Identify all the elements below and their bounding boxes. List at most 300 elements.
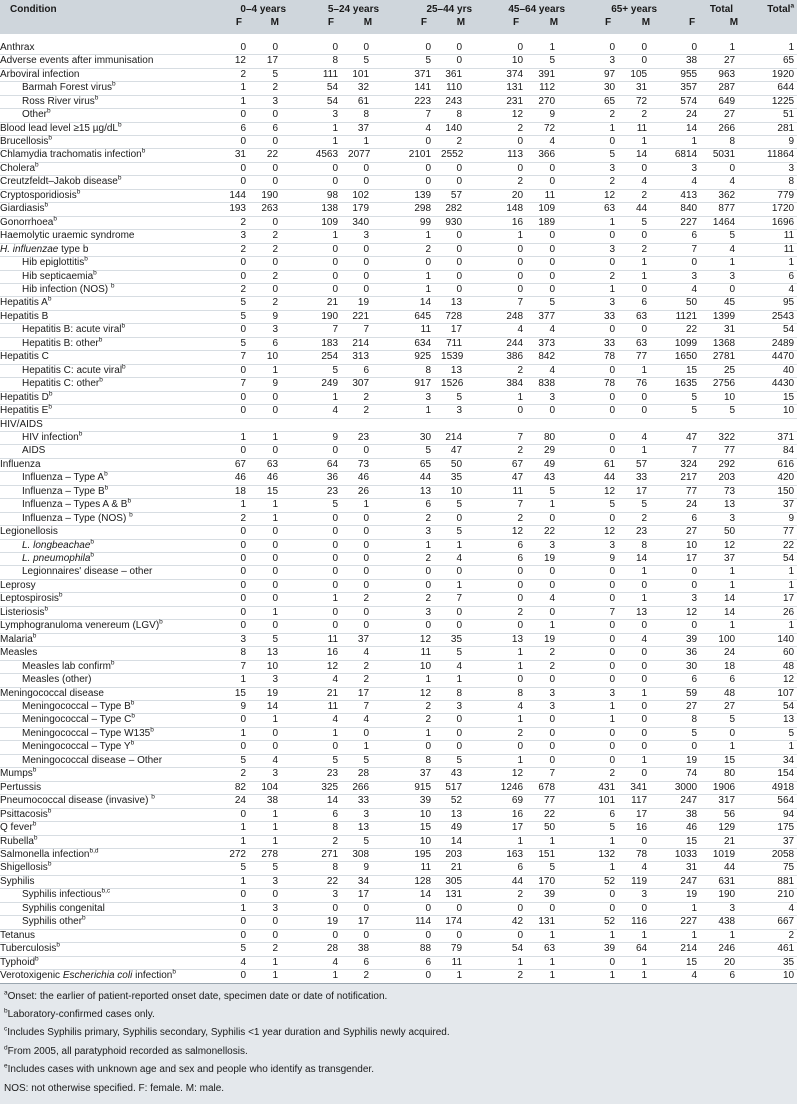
- female-count-cell: 2: [474, 970, 533, 983]
- condition-cell: [0, 68, 213, 81]
- female-count-cell: 1: [567, 970, 625, 983]
- header-female: F: [474, 16, 533, 33]
- male-count-cell: 0: [348, 620, 381, 633]
- condition-name: Hepatitis C: acute viral: [22, 364, 123, 376]
- condition-cell: [0, 122, 213, 135]
- female-count-cell: 9: [288, 431, 348, 444]
- male-count-cell: 17: [625, 808, 659, 821]
- male-count-cell: 7: [441, 593, 474, 606]
- female-count-cell: 0: [567, 431, 625, 444]
- male-count-cell: 2756: [709, 378, 747, 391]
- female-count-cell: 5: [567, 149, 625, 162]
- male-count-cell: 0: [533, 727, 567, 740]
- female-count-cell: 8: [381, 754, 441, 767]
- male-count-cell: 0: [348, 727, 381, 740]
- condition-cell: [0, 485, 213, 498]
- table-row: [0, 176, 797, 189]
- condition-cell: [0, 970, 213, 983]
- female-count-cell: 6: [381, 956, 441, 969]
- male-count-cell: 4: [625, 176, 659, 189]
- condition-cell: [0, 943, 213, 956]
- female-count-cell: 0: [381, 162, 441, 175]
- condition-name: Meningococcal disease – Other: [22, 754, 163, 766]
- male-count-cell: 9: [256, 310, 288, 323]
- male-count-cell: 13: [441, 364, 474, 377]
- table-row: [0, 970, 797, 983]
- condition-name: Hib septicaemia: [22, 270, 94, 282]
- female-count-cell: 0: [567, 257, 625, 270]
- footnote-text: Onset: the earlier of patient-reported onset date, specimen date or date of notification.: [7, 990, 388, 1002]
- female-count-cell: 2: [474, 889, 533, 902]
- female-count-cell: 15: [381, 822, 441, 835]
- total-cell: 1: [747, 257, 797, 270]
- female-count-cell: 16: [474, 808, 533, 821]
- footnote-text: NOS: not otherwise specified. F: female. M: male.: [4, 1082, 225, 1094]
- female-count-cell: 1: [567, 835, 625, 848]
- male-count-cell: 49: [441, 822, 474, 835]
- female-count-cell: 0: [381, 579, 441, 592]
- female-count-cell: 0: [567, 660, 625, 673]
- male-count-cell: 0: [256, 741, 288, 754]
- total-cell: 11: [747, 243, 797, 256]
- female-count-cell: 8: [474, 687, 533, 700]
- condition-cell: [0, 230, 213, 243]
- female-count-cell: 1635: [659, 378, 709, 391]
- female-count-cell: 30: [567, 82, 625, 95]
- female-count-cell: 0: [474, 579, 533, 592]
- condition-name: Chlamydia trachomatis infection: [0, 149, 142, 161]
- male-count-cell: 0: [441, 243, 474, 256]
- female-count-cell: 39: [567, 943, 625, 956]
- female-count-cell: 42: [474, 916, 533, 929]
- female-count-cell: 190: [288, 310, 348, 323]
- male-count-cell: 1: [625, 257, 659, 270]
- female-count-cell: 12: [381, 687, 441, 700]
- footnote-text: Includes cases with unknown age and sex and people who identify as transgender.: [7, 1064, 374, 1076]
- male-count-cell: 1906: [709, 781, 747, 794]
- male-count-cell: 5: [441, 647, 474, 660]
- female-count-cell: 6: [213, 122, 256, 135]
- male-count-cell: 0: [441, 929, 474, 942]
- male-count-cell: 1019: [709, 849, 747, 862]
- male-count-cell: 1: [533, 835, 567, 848]
- female-count-cell: 0: [213, 539, 256, 552]
- condition-cell: [0, 189, 213, 202]
- table-row: [0, 499, 797, 512]
- male-count-cell: 1: [441, 970, 474, 983]
- footnote-marker: d: [4, 1044, 8, 1052]
- male-count-cell: 0: [256, 916, 288, 929]
- male-count-cell: 14: [441, 835, 474, 848]
- female-count-cell: 374: [474, 68, 533, 81]
- male-count-cell: 2: [348, 970, 381, 983]
- male-count-cell: 5: [709, 230, 747, 243]
- male-count-cell: 0: [533, 606, 567, 619]
- male-count-cell: 63: [625, 310, 659, 323]
- female-count-cell: 0: [659, 566, 709, 579]
- condition-footnote-marker: b: [129, 511, 133, 519]
- female-count-cell: 0: [288, 579, 348, 592]
- table-row: [0, 822, 797, 835]
- male-count-cell: 2: [256, 243, 288, 256]
- female-count-cell: 1: [474, 835, 533, 848]
- female-count-cell: 1: [288, 970, 348, 983]
- condition-footnote-marker: b: [84, 255, 88, 263]
- table-row: [0, 593, 797, 606]
- male-count-cell: 64: [625, 943, 659, 956]
- female-count-cell: 0: [474, 620, 533, 633]
- female-count-cell: 74: [659, 768, 709, 781]
- condition-cell: [0, 95, 213, 108]
- total-cell: 461: [747, 943, 797, 956]
- female-count-cell: 15: [659, 956, 709, 969]
- condition-cell: [0, 674, 213, 687]
- male-count-cell: 2781: [709, 351, 747, 364]
- condition-footnote-marker: b: [110, 282, 115, 290]
- male-count-cell: 1: [709, 257, 747, 270]
- male-count-cell: 0: [256, 929, 288, 942]
- female-count-cell: 1: [213, 499, 256, 512]
- condition-cell: [0, 418, 213, 431]
- condition-footnote-marker: b: [32, 820, 37, 828]
- female-count-cell: 4: [474, 701, 533, 714]
- male-count-cell: 5: [256, 862, 288, 875]
- male-count-cell: 50: [441, 458, 474, 471]
- total-cell: 371: [747, 431, 797, 444]
- table-row: [0, 889, 797, 902]
- male-count-cell: 2: [441, 135, 474, 148]
- female-count-cell: 0: [288, 243, 348, 256]
- female-count-cell: 0: [288, 42, 348, 55]
- condition-name: Influenza: [0, 458, 41, 470]
- female-count-cell: 12: [213, 55, 256, 68]
- male-count-cell: 5: [533, 55, 567, 68]
- male-count-cell: 1: [348, 499, 381, 512]
- condition-footnote-marker: b: [172, 968, 176, 976]
- table-row: [0, 162, 797, 175]
- female-count-cell: 0: [213, 916, 256, 929]
- condition-footnote-marker: b: [56, 941, 60, 949]
- condition-footnote-marker: b,c: [101, 888, 111, 896]
- female-count-cell: 0: [567, 593, 625, 606]
- male-count-cell: 3: [256, 324, 288, 337]
- total-cell: 37: [747, 835, 797, 848]
- female-count-cell: 2: [213, 512, 256, 525]
- female-count-cell: 3: [567, 243, 625, 256]
- male-count-cell: 20: [709, 956, 747, 969]
- table-row: [0, 270, 797, 283]
- table-row: [0, 714, 797, 727]
- table-row: [0, 485, 797, 498]
- male-count-cell: 5: [441, 391, 474, 404]
- male-count-cell: 517: [441, 781, 474, 794]
- condition-cell: [0, 310, 213, 323]
- female-count-cell: 1: [213, 875, 256, 888]
- male-count-cell: 0: [348, 902, 381, 915]
- female-count-cell: 0: [213, 42, 256, 55]
- female-count-cell: 30: [381, 431, 441, 444]
- female-count-cell: 247: [659, 875, 709, 888]
- male-count-cell: 14: [625, 553, 659, 566]
- female-count-cell: 33: [567, 310, 625, 323]
- male-count-cell: 72: [533, 122, 567, 135]
- male-count-cell: 0: [441, 162, 474, 175]
- female-count-cell: 0: [213, 808, 256, 821]
- female-count-cell: 384: [474, 378, 533, 391]
- condition-cell: [0, 781, 213, 794]
- condition-cell: [0, 566, 213, 579]
- female-count-cell: 5: [213, 310, 256, 323]
- male-count-cell: 0: [625, 405, 659, 418]
- male-count-cell: 12: [709, 539, 747, 552]
- female-count-cell: 15: [213, 687, 256, 700]
- female-count-cell: 0: [381, 566, 441, 579]
- male-count-cell: 77: [709, 445, 747, 458]
- female-count-cell: 52: [567, 875, 625, 888]
- female-count-cell: 99: [381, 216, 441, 229]
- female-count-cell: 0: [567, 135, 625, 148]
- condition-cell: [0, 902, 213, 915]
- male-count-cell: 1399: [709, 310, 747, 323]
- condition-cell: [0, 714, 213, 727]
- male-count-cell: 1: [256, 835, 288, 848]
- male-count-cell: 1: [256, 512, 288, 525]
- male-count-cell: 0: [348, 270, 381, 283]
- female-count-cell: 0: [213, 889, 256, 902]
- female-count-cell: 324: [659, 458, 709, 471]
- female-count-cell: 1650: [659, 351, 709, 364]
- male-count-cell: 4: [533, 593, 567, 606]
- header-male: M: [348, 16, 381, 33]
- female-count-cell: 2101: [381, 149, 441, 162]
- female-count-cell: 139: [381, 189, 441, 202]
- total-cell: 1: [747, 741, 797, 754]
- male-count-cell: 0: [625, 701, 659, 714]
- condition-cell: [0, 270, 213, 283]
- total-cell: 5: [747, 727, 797, 740]
- male-count-cell: 0: [441, 42, 474, 55]
- male-count-cell: 842: [533, 351, 567, 364]
- female-count-cell: 4: [288, 674, 348, 687]
- female-count-cell: 1099: [659, 337, 709, 350]
- female-count-cell: 193: [213, 203, 256, 216]
- male-count-cell: 278: [256, 849, 288, 862]
- female-count-cell: 0: [213, 257, 256, 270]
- female-count-cell: 0: [381, 741, 441, 754]
- female-count-cell: 0: [381, 902, 441, 915]
- female-count-cell: 16: [474, 216, 533, 229]
- total-cell: 51: [747, 109, 797, 122]
- female-count-cell: 3: [288, 109, 348, 122]
- total-cell: 150: [747, 485, 797, 498]
- female-count-cell: 3: [567, 162, 625, 175]
- male-count-cell: 1: [625, 135, 659, 148]
- total-cell: 26: [747, 606, 797, 619]
- male-count-cell: 3: [709, 270, 747, 283]
- male-count-cell: 0: [256, 283, 288, 296]
- female-count-cell: 645: [381, 310, 441, 323]
- female-count-cell: 12: [381, 633, 441, 646]
- total-cell: 420: [747, 472, 797, 485]
- male-count-cell: 391: [533, 68, 567, 81]
- male-count-cell: 0: [625, 283, 659, 296]
- female-count-cell: 1: [474, 714, 533, 727]
- total-cell: 12: [747, 674, 797, 687]
- header-total-blank: [747, 16, 797, 33]
- condition-name: Shigellosis: [0, 862, 48, 874]
- male-count-cell: 0: [348, 162, 381, 175]
- table-row: [0, 42, 797, 55]
- footnote-marker: a: [4, 989, 8, 997]
- female-count-cell: 5: [659, 727, 709, 740]
- male-count-cell: 2: [348, 405, 381, 418]
- female-count-cell: 227: [659, 916, 709, 929]
- condition-cell: [0, 593, 213, 606]
- male-count-cell: 43: [533, 472, 567, 485]
- female-count-cell: 2: [381, 593, 441, 606]
- female-count-cell: 1: [213, 82, 256, 95]
- male-count-cell: 112: [533, 82, 567, 95]
- female-count-cell: 27: [659, 526, 709, 539]
- male-count-cell: 1: [533, 620, 567, 633]
- female-count-cell: 357: [659, 82, 709, 95]
- male-count-cell: 0: [533, 674, 567, 687]
- male-count-cell: 129: [709, 822, 747, 835]
- male-count-cell: 0: [348, 243, 381, 256]
- male-count-cell: 5: [348, 55, 381, 68]
- female-count-cell: 0: [474, 135, 533, 148]
- male-count-cell: 649: [709, 95, 747, 108]
- condition-cell: [0, 324, 213, 337]
- female-count-cell: 0: [213, 741, 256, 754]
- female-count-cell: 0: [474, 674, 533, 687]
- female-count-cell: 138: [288, 203, 348, 216]
- male-count-cell: 1: [256, 808, 288, 821]
- female-count-cell: 8: [288, 822, 348, 835]
- male-count-cell: 631: [709, 875, 747, 888]
- male-count-cell: 3: [533, 687, 567, 700]
- female-count-cell: 0: [288, 606, 348, 619]
- table-row: [0, 754, 797, 767]
- male-count-cell: 0: [256, 539, 288, 552]
- female-count-cell: 0: [288, 526, 348, 539]
- male-count-cell: 305: [441, 875, 474, 888]
- male-count-cell: 29: [533, 445, 567, 458]
- condition-footnote-marker: b: [58, 592, 63, 600]
- male-count-cell: 0: [533, 257, 567, 270]
- table-row: [0, 929, 797, 942]
- male-count-cell: 0: [625, 674, 659, 687]
- female-count-cell: 3: [659, 270, 709, 283]
- female-count-cell: 12: [567, 485, 625, 498]
- female-count-cell: 5: [659, 405, 709, 418]
- male-count-cell: 4: [625, 633, 659, 646]
- condition-name: Anthrax: [0, 41, 35, 53]
- male-count-cell: 102: [348, 189, 381, 202]
- female-count-cell: 0: [567, 391, 625, 404]
- female-count-cell: 23: [288, 768, 348, 781]
- male-count-cell: 2: [256, 943, 288, 956]
- female-count-cell: 44: [474, 875, 533, 888]
- condition-name: Rubella: [0, 835, 34, 847]
- male-count-cell: 5: [533, 862, 567, 875]
- total-cell: 35: [747, 956, 797, 969]
- male-count-cell: [256, 418, 288, 431]
- male-count-cell: [533, 418, 567, 431]
- male-count-cell: 46: [348, 472, 381, 485]
- female-count-cell: 18: [213, 485, 256, 498]
- female-count-cell: 0: [288, 902, 348, 915]
- male-count-cell: 17: [441, 324, 474, 337]
- male-count-cell: 5: [533, 485, 567, 498]
- male-count-cell: 2: [625, 512, 659, 525]
- male-count-cell: 0: [441, 606, 474, 619]
- female-count-cell: 5: [213, 943, 256, 956]
- female-count-cell: 28: [288, 943, 348, 956]
- male-count-cell: 8: [348, 109, 381, 122]
- male-count-cell: 0: [533, 243, 567, 256]
- female-count-cell: 1: [381, 270, 441, 283]
- female-count-cell: 7: [659, 243, 709, 256]
- female-count-cell: 2: [381, 553, 441, 566]
- female-count-cell: 1: [213, 727, 256, 740]
- male-count-cell: 104: [256, 781, 288, 794]
- condition-footnote-marker: b: [104, 484, 109, 492]
- condition-cell: [0, 257, 213, 270]
- female-count-cell: 0: [567, 889, 625, 902]
- female-count-cell: 54: [288, 95, 348, 108]
- condition-footnote-marker: b: [82, 914, 86, 922]
- female-count-cell: 0: [567, 727, 625, 740]
- male-count-cell: 4: [256, 754, 288, 767]
- female-count-cell: 0: [288, 445, 348, 458]
- table-row: [0, 458, 797, 471]
- male-count-cell: 50: [533, 822, 567, 835]
- male-count-cell: 10: [441, 485, 474, 498]
- male-count-cell: 678: [533, 781, 567, 794]
- male-count-cell: 5: [441, 526, 474, 539]
- female-count-cell: 11: [288, 701, 348, 714]
- male-count-cell: 0: [256, 42, 288, 55]
- total-cell: 4918: [747, 781, 797, 794]
- condition-cell: [0, 579, 213, 592]
- condition-name: Barmah Forest virus: [22, 82, 113, 94]
- male-count-cell: 2552: [441, 149, 474, 162]
- male-count-cell: 5: [709, 714, 747, 727]
- male-count-cell: 10: [709, 391, 747, 404]
- condition-name: Gonorrhoea: [0, 216, 54, 228]
- male-count-cell: 22: [533, 808, 567, 821]
- female-count-cell: 5: [288, 754, 348, 767]
- female-count-cell: 0: [474, 243, 533, 256]
- male-count-cell: 0: [533, 579, 567, 592]
- female-count-cell: 1: [288, 230, 348, 243]
- female-count-cell: 2: [381, 701, 441, 714]
- female-count-cell: 0: [213, 579, 256, 592]
- male-count-cell: 77: [625, 351, 659, 364]
- male-count-cell: 48: [709, 687, 747, 700]
- condition-name: Ross River virus: [22, 95, 95, 107]
- male-count-cell: 13: [441, 808, 474, 821]
- table-row: [0, 418, 797, 431]
- table-row: [0, 916, 797, 929]
- male-count-cell: 11: [533, 189, 567, 202]
- male-count-cell: 3: [441, 405, 474, 418]
- male-count-cell: 0: [625, 620, 659, 633]
- male-count-cell: 73: [709, 485, 747, 498]
- male-count-cell: 4: [625, 431, 659, 444]
- female-count-cell: 0: [474, 270, 533, 283]
